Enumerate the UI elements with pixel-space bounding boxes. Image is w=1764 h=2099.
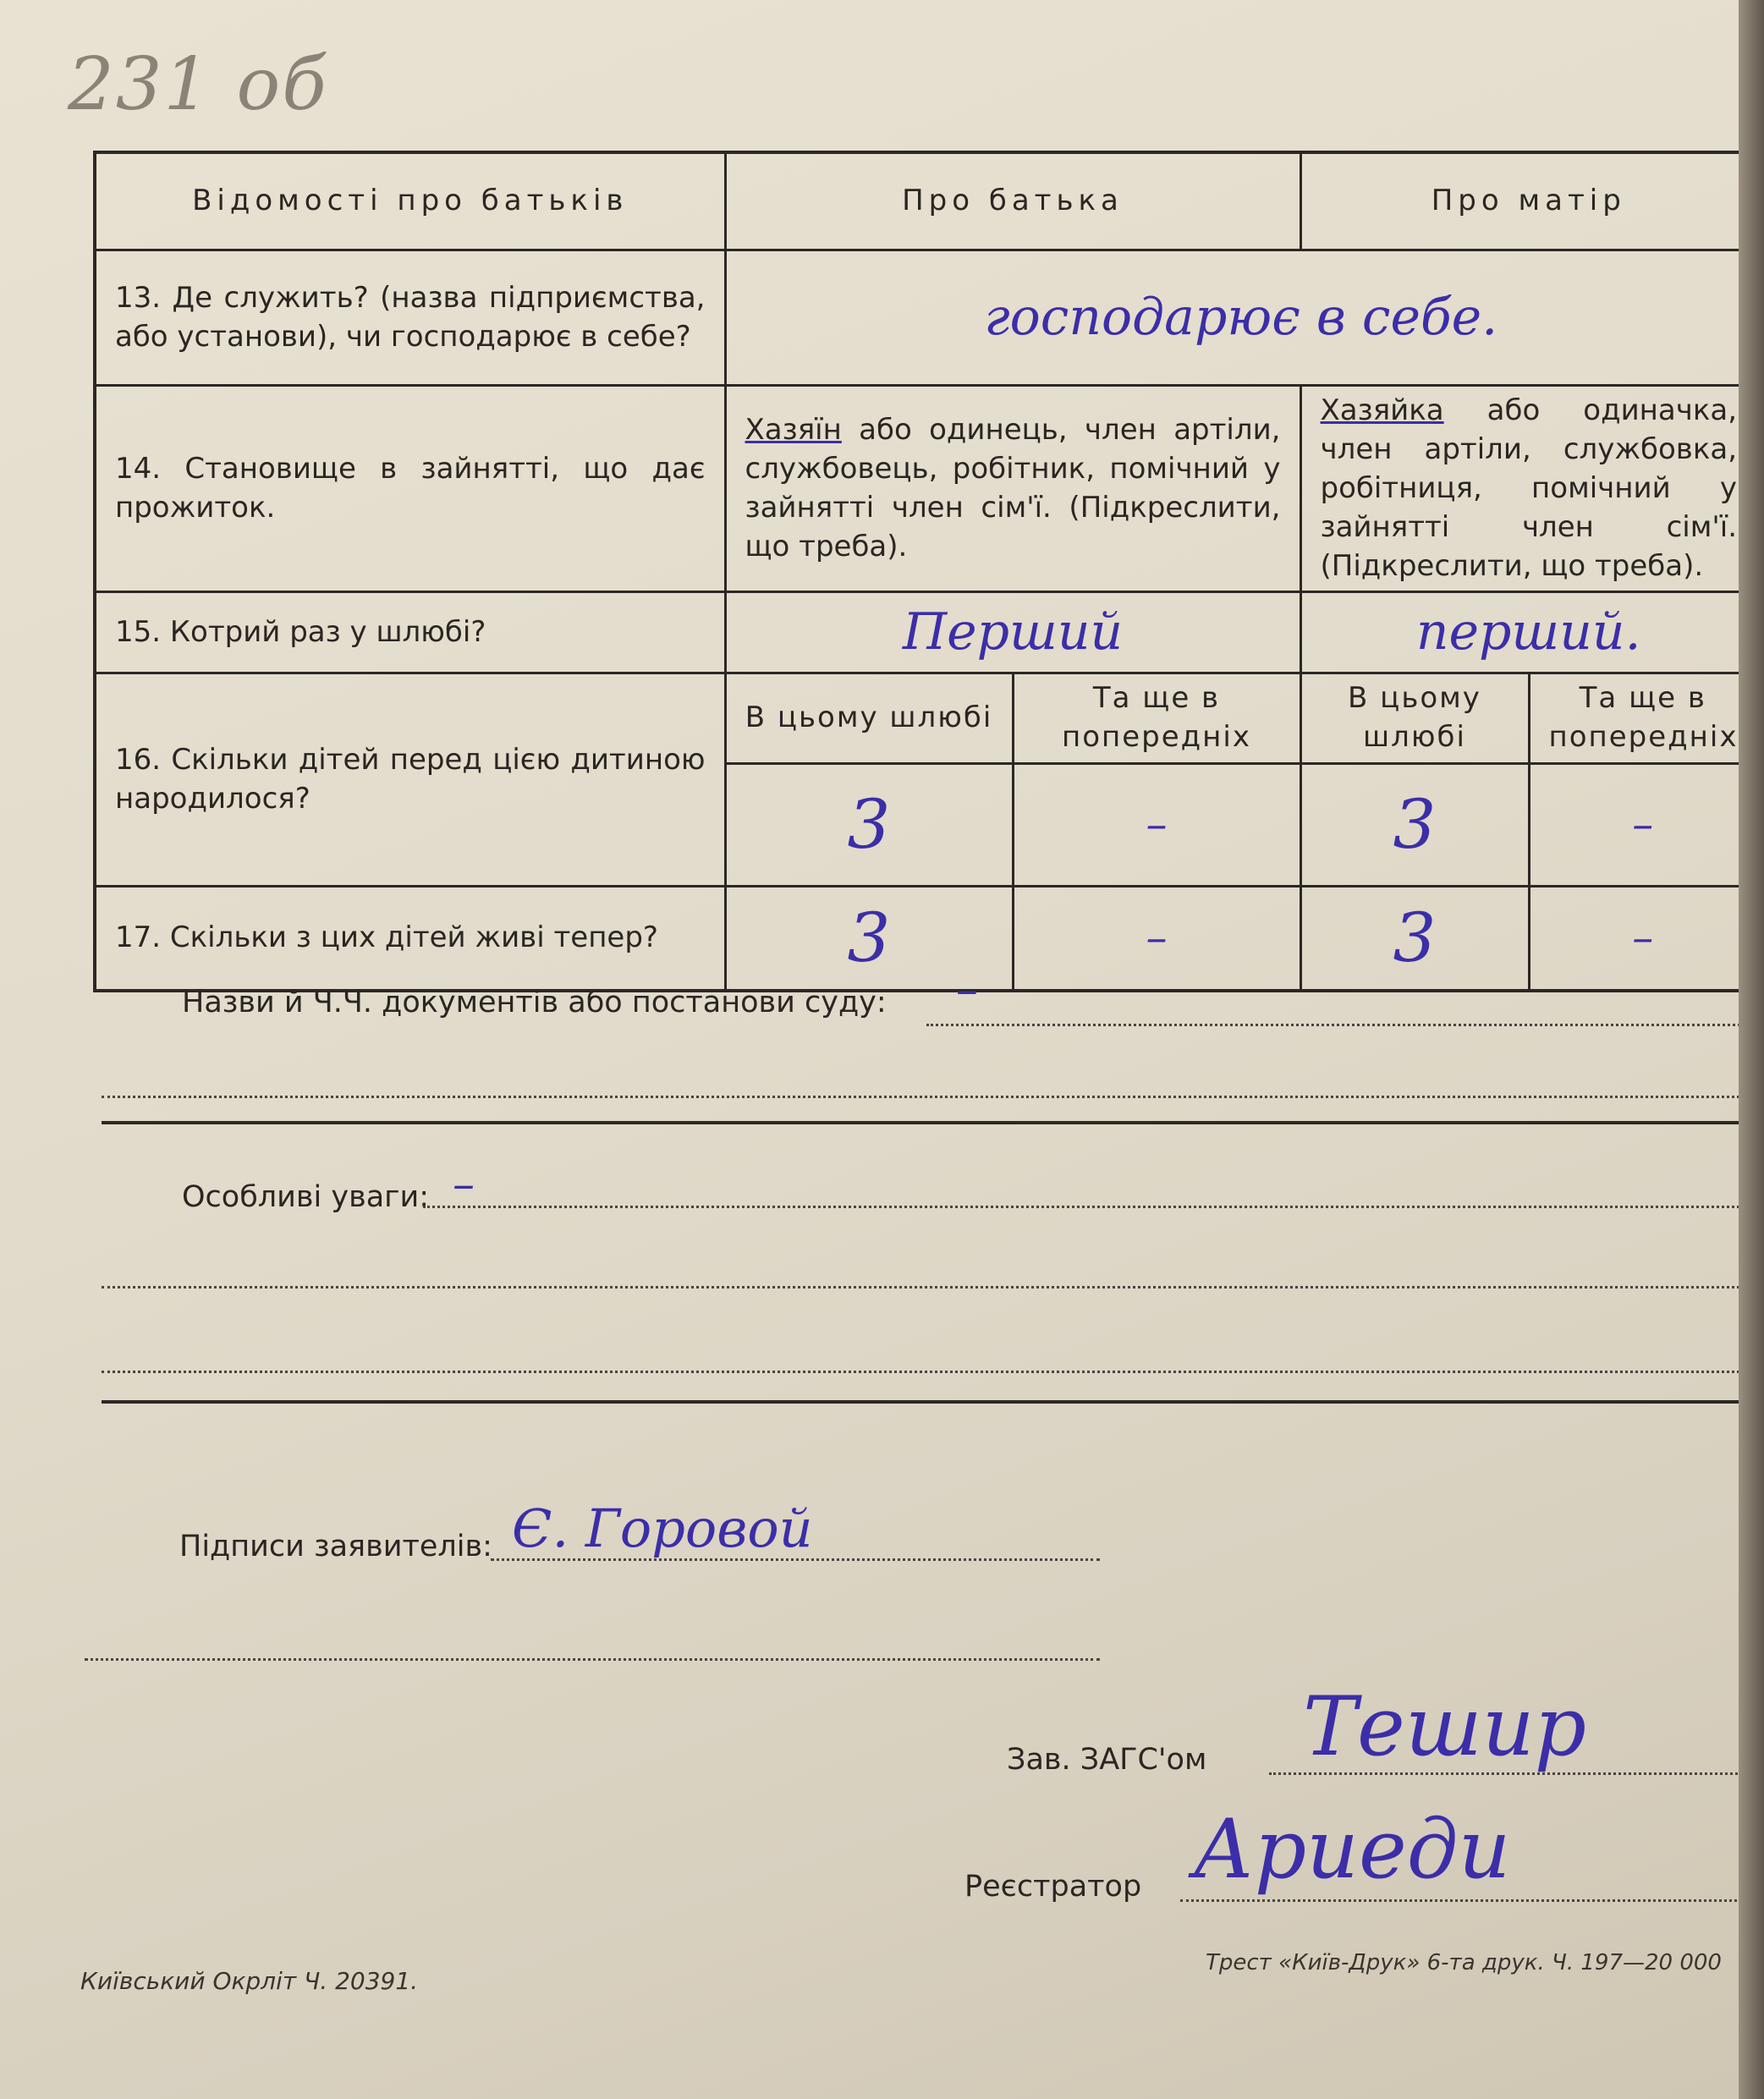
remarks-line-3 — [102, 1371, 1760, 1373]
remarks-line-2 — [102, 1286, 1760, 1289]
header-father: Про батька — [725, 152, 1300, 250]
documents-line-2 — [102, 1096, 1760, 1098]
page-edge — [1739, 0, 1764, 2099]
q15-mother-answer: перший. — [1415, 602, 1641, 662]
q14-father-underlined: Хазяїн — [745, 412, 842, 447]
header-parents-info: Відомості про батьків — [95, 152, 725, 250]
footer-left: Київський Окрліт Ч. 20391. — [80, 1967, 419, 1995]
q14-mother-rest: або одиначка, член артіли, службовка, робітниця, помічний у зайнятті член сім'ї. (Підкреслити, що треба). — [1320, 393, 1738, 583]
head-label: Зав. ЗАГС'ом — [1007, 1743, 1207, 1777]
q17-father-prev: – — [1146, 913, 1168, 963]
footer-right: Трест «Київ-Друк» 6-та друк. Ч. 197—20 000 — [1206, 1950, 1722, 1975]
registrar-line — [1180, 1899, 1743, 1902]
header-mother: Про матір — [1300, 152, 1757, 250]
remarks-value: – — [453, 1159, 475, 1210]
q13-answer-cell — [725, 250, 1757, 386]
registrar-signature: Ариеди — [1193, 1802, 1511, 1897]
q16-father-prev: – — [1146, 799, 1168, 849]
applicants-signature: Є. Горовой — [512, 1497, 813, 1559]
q13-answer: господарює в себе. — [984, 288, 1498, 347]
registrar-label: Реєстратор — [964, 1870, 1142, 1904]
subheader-father-this-marriage: В цьому шлюбі — [725, 673, 1013, 764]
q14-mother-underlined: Хазяйка — [1320, 393, 1444, 427]
subheader-mother-previous: Та ще в попередніх — [1529, 673, 1757, 764]
q14-label: 14. Становище в зайнятті, що дає прожиток. — [95, 386, 725, 592]
remarks-label: Особливі уваги: — [182, 1180, 430, 1214]
q17-father-this: 3 — [847, 898, 891, 978]
q16-label: 16. Скільки дітей перед цією дитиною народилося? — [95, 673, 725, 887]
parents-info-table — [93, 151, 1759, 992]
q17-mother-this: 3 — [1393, 898, 1437, 978]
head-signature: Тешир — [1303, 1679, 1587, 1774]
q16-mother-this: 3 — [1393, 785, 1437, 865]
subheader-mother-this-marriage: В цьому шлюбі — [1300, 673, 1529, 764]
documents-line — [926, 1024, 1760, 1026]
applicants-line-2 — [85, 1658, 1100, 1661]
applicants-label: Підписи заявителів: — [179, 1530, 492, 1563]
section-divider-1 — [102, 1121, 1760, 1124]
q15-mother-cell — [1300, 592, 1757, 673]
q17-label: 17. Скільки з цих дітей живі тепер? — [95, 887, 725, 992]
q15-label: 15. Котрий раз у шлюбі? — [95, 592, 725, 673]
q14-father-options — [725, 386, 1300, 592]
archive-number: 231 об — [68, 42, 328, 127]
q16-mother-prev: – — [1632, 799, 1654, 849]
documents-label: Назви й Ч.Ч. документів або постанови суду: — [182, 986, 887, 1019]
q15-father-answer: Перший — [902, 602, 1124, 662]
q13-label: 13. Де служить? (назва підприємства, або установи), чи господарює в себе? — [95, 250, 725, 386]
q15-father-cell — [725, 592, 1300, 673]
q14-mother-options — [1300, 386, 1757, 592]
documents-value: – — [956, 964, 978, 1015]
q14-father-rest: або одинець, член артіли, службовець, робітник, помічний у зайнятті член сім'ї. (Підкреслити, що треба). — [745, 412, 1281, 563]
remarks-line — [423, 1206, 1760, 1208]
section-divider-2 — [102, 1400, 1760, 1404]
q17-mother-prev: – — [1632, 913, 1654, 963]
q16-father-this: 3 — [847, 785, 891, 865]
subheader-father-previous: Та ще в попередніх — [1013, 673, 1300, 764]
